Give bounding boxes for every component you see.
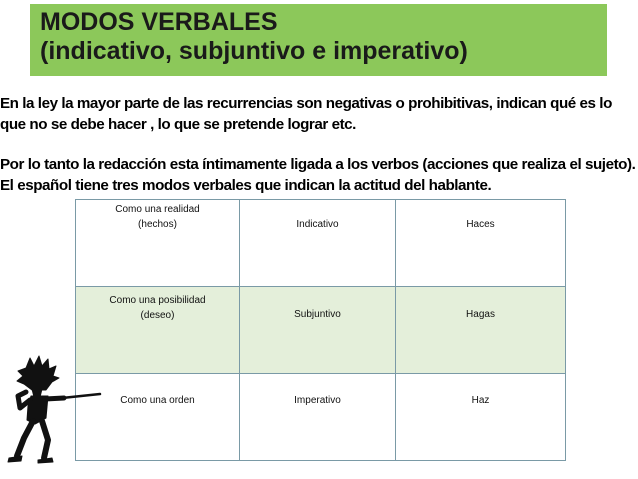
table-row: [76, 374, 566, 461]
mode-description-line: Como una posibilidad: [109, 295, 206, 306]
verbal-modes-table: [75, 199, 566, 461]
mode-name-cell: [240, 287, 396, 374]
mode-name: Subjuntivo: [294, 309, 341, 320]
mode-description-line: Como una orden: [120, 395, 195, 406]
mode-description-note: (hechos): [138, 219, 177, 230]
mode-name-cell: [240, 200, 396, 287]
table-row: [76, 200, 566, 287]
mode-example: Haces: [466, 219, 495, 230]
mode-description-note: (deseo): [140, 310, 175, 321]
mode-name: Imperativo: [294, 395, 341, 406]
mode-name: Indicativo: [296, 219, 339, 230]
verbs-paragraph: Por lo tanto la redacción esta íntimamente ligada a los verbos (acciones que realiza el sujeto). El español tiene tres modos verbales que indican la actitud del hablante.: [0, 156, 636, 194]
mode-description-cell: [76, 200, 240, 287]
slide-subtitle: (indicativo, subjuntivo e imperativo): [40, 37, 468, 65]
thinking-person-silhouette-icon: [4, 354, 104, 464]
mode-example-cell: [396, 374, 566, 461]
slide-title: MODOS VERBALES: [40, 8, 278, 36]
mode-example-cell: [396, 287, 566, 374]
mode-example-cell: [396, 200, 566, 287]
mode-name-cell: [240, 374, 396, 461]
title-banner: [30, 4, 607, 76]
table-row: [76, 287, 566, 374]
intro-paragraph: En la ley la mayor parte de las recurrencias son negativas o prohibitivas, indican qué es lo que no se debe hacer , lo que se pretende lograr etc.: [0, 95, 612, 133]
mode-example: Haz: [471, 395, 490, 406]
mode-description-line: Como una realidad: [115, 204, 200, 215]
mode-example: Hagas: [466, 309, 495, 320]
